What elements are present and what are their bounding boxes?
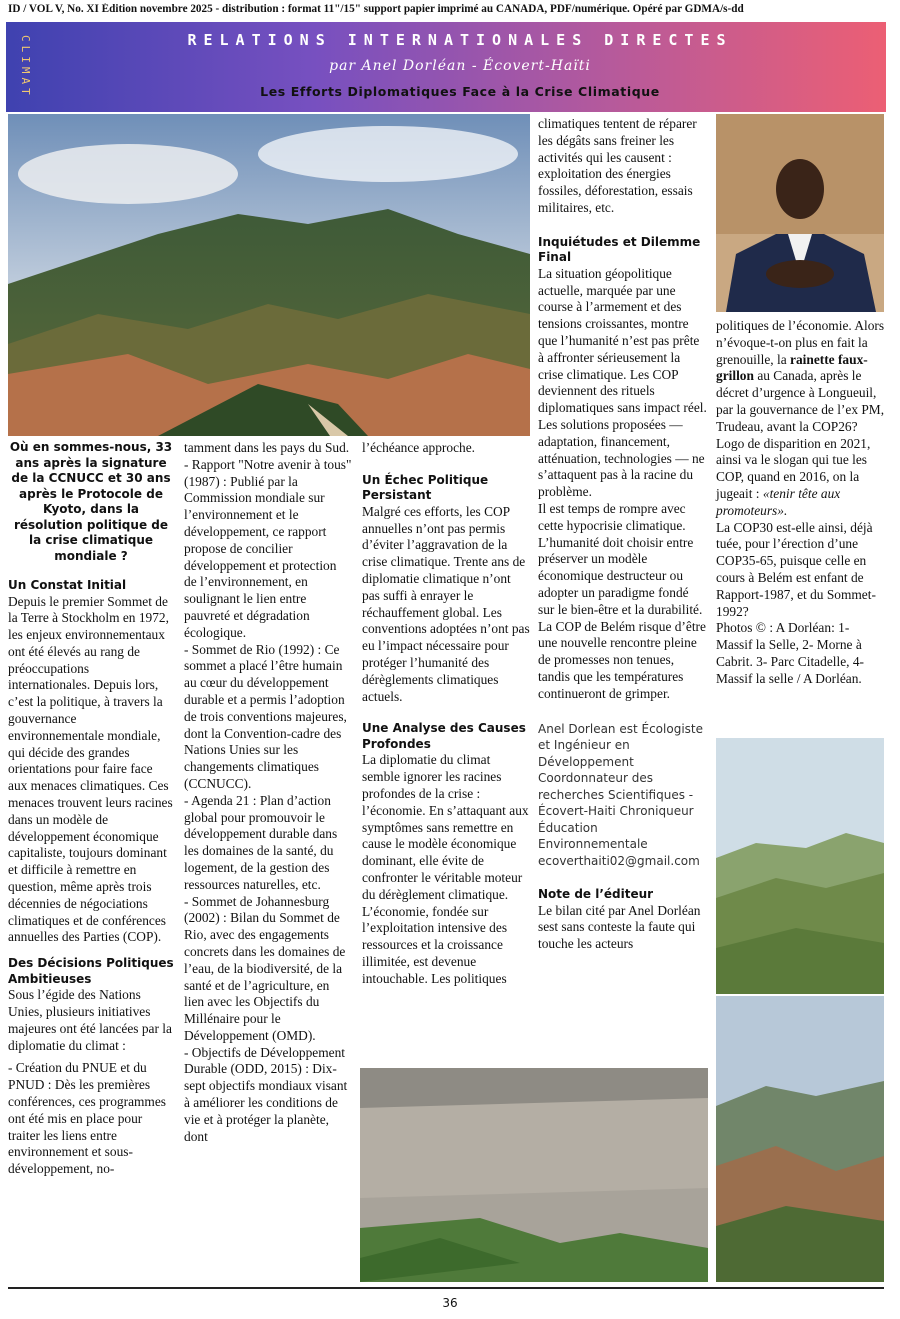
photo-morne-a-cabrit [716,738,884,994]
section-title: RELATIONS INTERNATIONALES DIRECTES [187,31,733,49]
author-portrait [716,114,884,312]
article-headline: Les Efforts Diplomatiques Face à la Crise Climatique [260,84,660,99]
paragraph: Depuis le premier Sommet de la Terre à Stockholm en 1972, les enjeux environnementaux ont été élevés au rang de préoccupations internationales. Depuis lors, c’est la politique, à travers la gouvernance environnementale mondiale, qui décide des grandes orientations pour faire face aux menaces climatiques. Ces menaces trouvent leurs racines dans un modèle de développement économique capitaliste, toujours dominant et difficile à remettre en question, même après trois décennies de négociations climatiques et de conférences annuelles des Parties (COP). [8,593,173,945]
paragraph: La diplomatie du climat semble ignorer les racines profondes de la crise : l’économie. En s’attaquant aux symptômes sans remettre en cause le modèle économique dominant, elle évite de confronter le véritable moteur du dérèglement climatique. [362,752,529,902]
article-column-4 [538,116,708,953]
text-run: politiques de l’économie. Alors n’évoque-t-on plus en fait la grenouille, la [716,318,885,367]
heading-note-editeur: Note de l’éditeur [538,887,654,901]
paragraph: tamment dans les pays du Sud. [184,440,350,455]
heading-analyse: Une Analyse des Causes Profondes [362,721,526,751]
paragraph: - Agenda 21 : Plan d’action global pour promouvoir le développement durable dans les domaines de la santé, du logement, de la gestion des ressources naturelles, etc. [184,792,338,892]
article-column-5 [716,318,886,688]
paragraph: Sous l’égide des Nations Unies, plusieurs initiatives majeures ont été lancées par la diplomatie du climat : [8,987,172,1053]
article-column-3 [362,440,530,988]
paragraph: - Sommet de Johannesburg (2002) : Bilan du Sommet de Rio, avec des engagements concrets dans les domaines de l’eau, de la biodiversité, de la santé et de l’agriculture, en lien avec les Objectifs du Millénaire pour le Développement (OMD). [184,893,346,1043]
heading-inquietudes: Inquiétudes et Dilemme Final [538,234,701,265]
paragraph: L’économie, fondée sur l’exploitation intensive des ressources et la croissance illimitée, est devenue intouchable. Les politiques [362,903,508,986]
paragraph: La COP30 est-elle ainsi, déjà tuée, pour l’érection d’une COP35-65, puisque celle en cours à Belém est enfant de Rapport-1987, et du Sommet-1992? [716,519,876,619]
issue-info-line: ID / VOL V, No. XI Édition novembre 2025 - distribution : format 11"/15" support papier imprimé au CANADA, PDF/numérique. Opéré par GDMA/s-dd [8,3,744,15]
author-bio: Anel Dorlean est Écologiste et Ingénieur en Développement Coordonnateur des recherches Scientifiques - Écovert-Haiti Chroniqueur Éducation Environnementale [538,721,703,851]
paragraph [716,318,886,520]
paragraph: l’échéance approche. [362,440,475,455]
paragraph: Malgré ces efforts, les COP annuelles n’ont pas permis d’éviter l’aggravation de la crise climatique. Trente ans de diplomatie climatique n’ont pas suffi à enrayer le réchauffement global. Les conventions adoptées n’ont pas eu l’impact nécessaire pour protéger l’humanité des dérèglements climatiques actuels. [362,503,530,704]
paragraph: - Création du PNUE et du PNUD : Dès les premières conférences, ces programmes ont été mis en place pour traiter les liens entre environnement et sous-développement, no- [8,1060,167,1177]
page-number: 36 [442,1296,458,1310]
article-byline: par Anel Dorléan - Écovert-Haïti [329,58,591,74]
author-email: ecoverthaiti02@gmail.com [538,853,700,868]
photo-parc-citadelle [716,996,884,1282]
photo-massif-la-selle [8,114,530,436]
article-column-2 [184,440,352,1145]
heading-decisions: Des Décisions Politiques Ambitieuses [8,956,174,986]
paragraph: Le bilan cité par Anel Dorléan sest sans conteste la faute qui touche les acteurs [538,902,701,952]
paragraph: - Objectifs de Développement Durable (ODD, 2015) : Dix-sept objectifs mondiaux visant à améliorer les conditions de vie et à protéger la planète, dont [184,1044,348,1144]
paragraph: La situation géopolitique actuelle, marquée par une course à l’armement et des tensions croissantes, montre que l’humanité n’est pas prête à affronter sérieusement la crise climatique. Les COP deviennent des rituels diplomatiques sans impact réel. Les solutions proposées — adaptation, financement, atténuation, technologies — ne s’attaquent pas à la racine du problème. [538,265,707,500]
quote-slogan: «tenir tête aux promoteurs». [716,485,841,518]
heading-constat: Un Constat Initial [8,578,127,592]
section-tag: CLIMAT [19,35,32,99]
paragraph: Il est temps de rompre avec cette hypocrisie climatique. L’humanité doit choisir entre préserver un modèle économique destructeur ou adopter un paradigme fondé sur le bien-être et la durabilité. La COP de Belém risque d’être une nouvelle rencontre pleine de promesses non tenues, tandis que les températures continueront de grimper. [538,500,706,701]
bottom-divider [8,1287,884,1289]
heading-echec: Un Échec Politique Persistant [362,472,489,503]
species-name: rainette faux-grillon [716,351,868,384]
photo-caption: Où en sommes-nous, 33 ans après la signature de la CCNUCC et 30 ans après le Protocole de Kyoto, dans la résolution politique de la crise climatique mondiale ? [9,440,173,563]
photo-credits: Photos © : A Dorléan: 1- Massif la Selle, 2- Morne à Cabrit. 3- Parc Citadelle, 4- Massif la selle / A Dorléan. [716,620,864,686]
text-run: au Canada, après le décret d’urgence à Longueuil, par la gouvernance de l’ex PM, Trudeau, avant la COP26? Logo de disparition en 2021, ainsi va le slogan qui tue les COP, quand en 2016, on la jugeait : [716,368,885,501]
photo-massif-la-selle-rocks [360,1068,708,1282]
paragraph: - Sommet de Rio (1992) : Ce sommet a placé l’être humain au cœur du développement durable et a permis l’adoption de trois conventions majeures, dont la Convention-cadre des Nations Unies sur les changements climatiques (CCNUCC). [184,641,347,791]
article-column-1 [8,440,174,1178]
paragraph: climatiques tentent de réparer les dégâts sans freiner les activités qui les causent : exploitation des énergies fossiles, déforestation, essais militaires, etc. [538,116,697,215]
paragraph: - Rapport "Notre avenir à tous" (1987) : Publié par la Commission mondiale sur l’environnement et le développement, ce rapport propose de concilier développement et protection de l’environnement, en soulignant le lien entre pauvreté et dégradation écologique. [184,456,352,640]
